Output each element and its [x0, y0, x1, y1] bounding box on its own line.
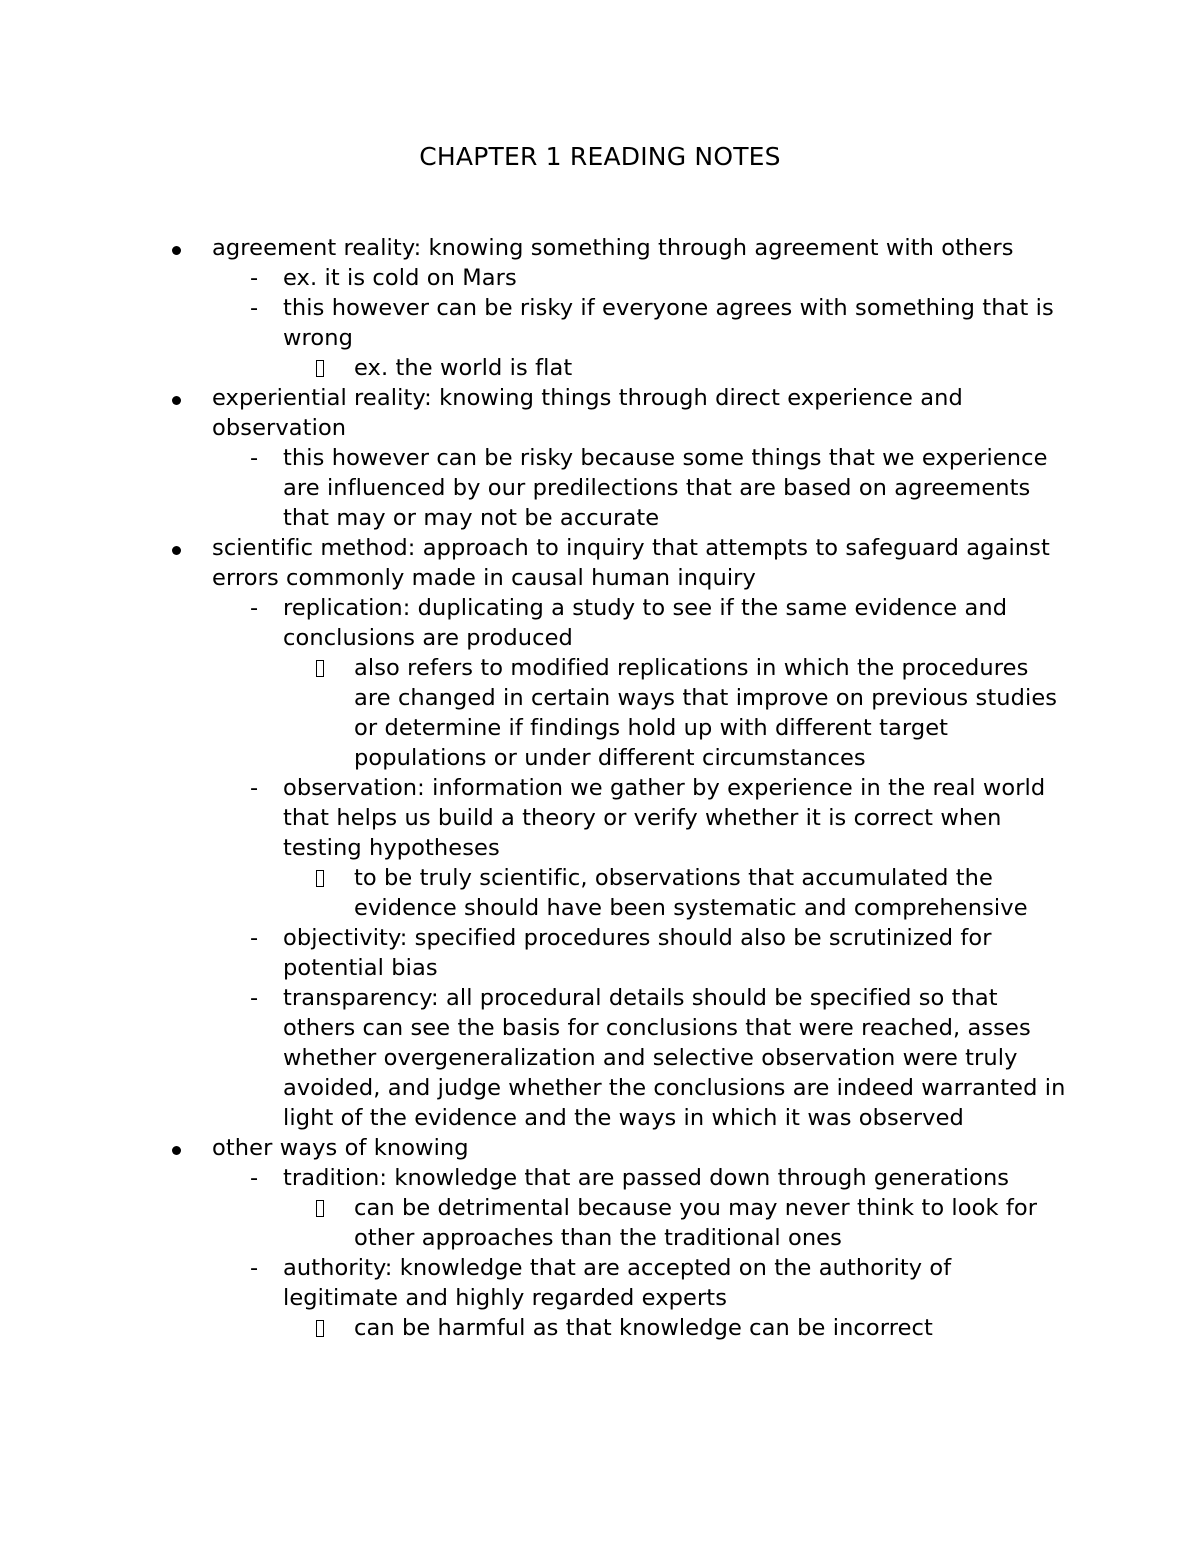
arrow-subsubitem [0, 1313, 1064, 1343]
dash-icon: - [250, 925, 259, 951]
missing-glyph-icon [316, 653, 324, 685]
dash-subitem [0, 773, 1073, 863]
notes-list [0, 233, 1200, 1343]
bullet-icon [172, 233, 181, 263]
dash-icon: - [250, 1255, 259, 1281]
item-text: this however can be risky because some things that we experience are influenced by our predilections that are based on agreements that may or may not be accurate [283, 445, 1048, 531]
dash-subitem [0, 923, 1073, 983]
arrow-subsubitem [0, 653, 1064, 773]
bullet-icon [172, 383, 181, 413]
placeholder-box-icon [316, 870, 324, 887]
bullet-item [0, 383, 1072, 443]
item-text: authority: knowledge that are accepted on the authority of legitimate and highly regarded experts [283, 1255, 952, 1311]
dash-subitem [0, 293, 1073, 353]
missing-glyph-icon [316, 1193, 324, 1225]
item-text: ex. the world is flat [354, 355, 573, 381]
bullet-icon [172, 533, 181, 563]
placeholder-box-icon [316, 1320, 324, 1337]
item-text: agreement reality: knowing something through agreement with others [212, 235, 1014, 261]
dash-icon: - [250, 985, 259, 1011]
item-text: ex. it is cold on Mars [283, 265, 517, 291]
placeholder-box-icon [316, 660, 324, 677]
dash-icon: - [250, 1165, 259, 1191]
dash-subitem [0, 1253, 1073, 1313]
missing-glyph-icon [316, 1313, 324, 1345]
missing-glyph-icon [316, 863, 324, 895]
item-text: can be harmful as that knowledge can be incorrect [354, 1315, 933, 1341]
dash-icon: - [250, 595, 259, 621]
dash-subitem [0, 593, 1073, 653]
bullet-dot-icon [172, 396, 181, 405]
item-text: other ways of knowing [212, 1135, 469, 1161]
item-text: also refers to modified replications in which the procedures are changed in certain ways that improve on previous studies or determine if findings hold up with different target populations or under different circumstances [354, 655, 1058, 771]
item-text: this however can be risky if everyone agrees with something that is wrong [283, 295, 1054, 351]
dash-icon: - [250, 265, 259, 291]
bullet-dot-icon [172, 546, 181, 555]
placeholder-box-icon [316, 360, 324, 377]
bullet-dot-icon [172, 1146, 181, 1155]
item-text: experiential reality: knowing things through direct experience and observation [212, 385, 963, 441]
arrow-subsubitem [0, 863, 1064, 923]
arrow-subsubitem [0, 1193, 1064, 1253]
dash-icon: - [250, 445, 259, 471]
arrow-subsubitem [0, 353, 1064, 383]
item-text: can be detrimental because you may never think to look for other approaches than the traditional ones [354, 1195, 1038, 1251]
item-text: replication: duplicating a study to see if the same evidence and conclusions are produced [283, 595, 1008, 651]
dash-icon: - [250, 775, 259, 801]
bullet-icon [172, 1133, 181, 1163]
item-text: observation: information we gather by experience in the real world that helps us build a theory or verify whether it is correct when testing hypotheses [283, 775, 1046, 861]
item-text: scientific method: approach to inquiry that attempts to safeguard against errors commonly made in causal human inquiry [212, 535, 1050, 591]
bullet-item [0, 233, 1072, 263]
dash-icon: - [250, 295, 259, 321]
dash-subitem [0, 443, 1073, 533]
bullet-item [0, 1133, 1072, 1163]
placeholder-box-icon [316, 1200, 324, 1217]
dash-subitem [0, 1163, 1073, 1193]
item-text: objectivity: specified procedures should also be scrutinized for potential bias [283, 925, 992, 981]
missing-glyph-icon [316, 353, 324, 385]
item-text: transparency: all procedural details should be specified so that others can see the basis for conclusions that were reached, asses whether overgeneralization and selective observation were truly avoided, and judge whether the conclusions are indeed warranted in light of the evidence and the ways in which it was observed [283, 985, 1066, 1131]
dash-subitem [0, 983, 1073, 1133]
item-text: tradition: knowledge that are passed down through generations [283, 1165, 1010, 1191]
dash-subitem [0, 263, 1073, 293]
bullet-dot-icon [172, 246, 181, 255]
bullet-item [0, 533, 1072, 593]
item-text: to be truly scientific, observations that accumulated the evidence should have been systematic and comprehensive [354, 865, 1028, 921]
page-title: CHAPTER 1 READING NOTES [419, 142, 781, 171]
